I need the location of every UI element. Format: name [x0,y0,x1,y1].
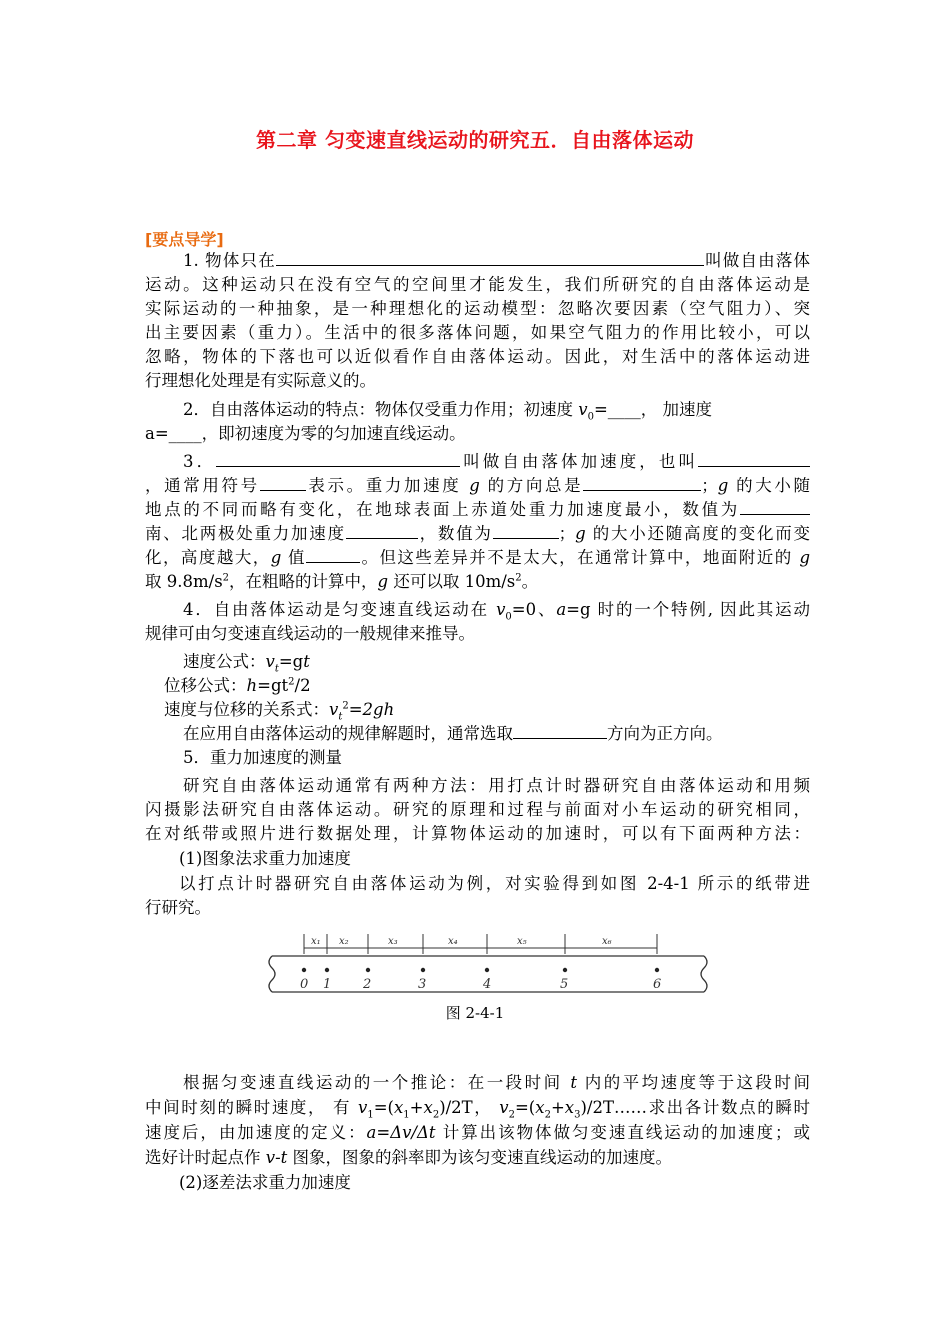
text: 。但这些差异并不是太大，在通常计算中，地面附近的 [360,548,800,567]
p1-line-5: 忽略，物体的下落也可以近似看作自由落体运动。因此，对生活中的落体运动进 [145,347,810,366]
text: )/2T……求出各计数点的瞬时 [580,1098,810,1117]
text: 的方向总是 [479,476,584,495]
segment-label-x5: x₅ [517,936,527,947]
fill-blank [583,474,701,491]
text: x [535,1098,545,1117]
fill-blank [513,722,607,739]
text: 1. 物体只在 [183,251,276,270]
text: ； [558,524,576,543]
text: ，数值为 [417,524,493,543]
dot-6 [655,968,659,972]
point-label-6: 6 [653,977,662,992]
subscript: t [338,711,343,723]
subscript: 0 [587,411,594,423]
p2-line-1 [145,398,810,422]
segment-label-x3: x₃ [388,936,398,947]
text: g [377,572,389,591]
p5-line-3: 在对纸带或照片进行数据处理，计算物体运动的加速时，可以有下面两种方法： [145,824,810,843]
text: g [799,548,811,567]
fill-blank [346,522,418,539]
p5-line-4: 以打点计时器研究自由落体运动为例，对实验得到如图 2-4-1 所示的纸带进 [179,874,810,893]
text: 取 9.8m/s [145,572,223,591]
dot-5 [563,968,567,972]
text: 还可以取 10m/s [388,572,516,591]
text: 选好计时起点作 [145,1148,266,1167]
subscript: 3 [574,1109,581,1121]
p3-line-4 [145,522,810,546]
text: g [575,524,586,543]
subscript: 1 [403,1109,410,1121]
text: 叫做自由落体 [703,251,810,270]
p3-line-1 [145,450,810,474]
text: )/2T， [439,1098,500,1117]
text: x [423,1098,433,1117]
text: 地点的不同而略有变化，在地球表面上赤道处重力加速度最小，数值为 [145,500,740,519]
point-labels [300,977,661,992]
p6-line-1 [145,1071,810,1095]
fill-blank [306,546,360,563]
text: ； [701,476,718,495]
text: a [556,600,567,619]
p3-line-2 [145,474,810,498]
subscript: 0 [505,611,512,623]
text: t [570,1073,577,1092]
text: 在应用自由落体运动的规律解题时，通常选取 [183,724,513,743]
text: v [496,600,506,619]
formula-velocity [145,650,810,674]
p3-line-3 [145,498,810,522]
text: 速度公式： [183,652,266,671]
segment-labels [311,936,612,947]
subscript: 2 [544,1109,551,1121]
text: ，在粗略的计算中， [229,572,378,591]
subscript: 2 [508,1109,515,1121]
text: 速度后，由加速度的定义： [145,1123,367,1142]
p3-line-5 [145,546,810,570]
fill-blank [493,522,559,539]
text: h [246,676,258,695]
dot-1 [325,968,329,972]
p5-heading: 5．重力加速度的测量 [183,748,342,767]
subscript: t [274,663,279,675]
method-2-heading: (2)逐差法求重力加速度 [179,1173,351,1192]
p5-line-5: 行研究。 [145,898,211,917]
text: =____， 加速度 [593,400,713,419]
text: =g 时的一个特例, 因此其运动 [566,600,810,619]
text: 内的平均速度等于这段时间 [576,1073,810,1092]
fill-blank [260,474,306,491]
dot-0 [302,968,306,972]
text: 的大小随 [728,476,811,495]
p1-line-4: 出主要因素（重力）。生活中的很多落体问题，如果空气阻力的作用比较小，可以 [145,323,810,342]
text: 2．自由落体运动的特点：物体仅受重力作用；初速度 [183,400,579,419]
p6-line-4 [145,1146,810,1170]
text: 位移公式： [164,676,247,695]
p1-line-3: 实际运动的一种抽象，是一种理想化的运动模型：忽略次要因素（空气阻力）、突 [145,299,810,318]
point-label-3: 3 [418,977,427,992]
p4-line-1 [145,598,810,622]
text: a=Δv/Δt [366,1123,436,1142]
fill-blank [698,450,810,467]
section-heading: [要点导学] [145,230,224,249]
text: x [564,1098,575,1117]
text: 值 [281,548,307,567]
dot-4 [485,968,489,972]
text: =gt [257,676,289,695]
subscript: 2 [432,1109,440,1121]
p6-line-2 [145,1096,810,1120]
fill-blank [276,249,704,266]
text: x [393,1098,404,1117]
superscript: 2 [342,700,349,712]
text: + [550,1098,565,1117]
text: 的大小还随高度的变化而变 [585,524,811,543]
point-label-5: 5 [560,977,569,992]
text: 图象，图象的斜率即为该匀变速直线运动的加速度。 [287,1148,673,1167]
text: 计算出该物体做匀变速直线运动的加速度；或 [435,1123,811,1142]
text: 方向为正方向。 [607,724,723,743]
superscript: 2 [515,572,522,584]
p4-line-last [145,722,810,746]
text: g [270,548,282,567]
text: v [499,1098,509,1117]
text: v [578,400,588,419]
text: v [329,700,339,719]
text: t [303,652,310,671]
text: 叫做自由落体加速度，也叫 [460,452,699,471]
text: =g [278,652,304,671]
text: /2 [294,676,311,695]
p5-line-2: 闪摄影法研究自由落体运动。研究的原理和过程与前面对小车运动的研究相同， [145,800,810,819]
dot-2 [366,968,370,972]
text: 化，高度越大， [145,548,271,567]
segment-label-x6: x₆ [602,936,612,947]
page-title: 第二章 匀变速直线运动的研究五．自由落体运动 [256,128,694,152]
text: =( [373,1098,394,1117]
p3-line-6 [145,570,810,594]
subscript: 1 [367,1109,374,1121]
formula-displacement [145,674,810,698]
text: =2gh [348,700,395,719]
p1-line-6: 行理想化处理是有实际意义的。 [145,371,376,390]
text: v [358,1098,368,1117]
point-label-2: 2 [363,977,372,992]
text: g [717,476,729,495]
superscript: 2 [288,676,295,688]
text: 中间时刻的瞬时速度， 有 [145,1098,359,1117]
figure-caption: 图 2-4-1 [445,1004,505,1022]
segment-label-x1: x₁ [311,936,321,947]
text: 速度与位移的关系式： [164,700,329,719]
text: v [265,652,275,671]
p5-line-1: 研究自由落体运动通常有两种方法：用打点计时器研究自由落体运动和用频 [183,776,810,795]
text: + [409,1098,424,1117]
text: 表示。重力加速度 [305,476,470,495]
text: ，通常用符号 [145,476,260,495]
p1-line-2: 运动。这种运动只在没有空气的空间里才能发生，我们所研究的自由落体运动是 [145,275,810,294]
p2-line-2: a=____，即初速度为零的匀加速直线运动。 [145,424,466,443]
point-label-1: 1 [323,977,332,992]
segment-label-x4: x₄ [448,936,458,947]
fill-blank [740,498,810,515]
text: 4．自由落体运动是匀变速直线运动在 [183,600,497,619]
text: 根据匀变速直线运动的一个推论：在一段时间 [183,1073,571,1092]
text: 3． [183,452,217,471]
text: 南、北两极处重力加速度 [145,524,346,543]
segment-label-x2: x₂ [339,936,349,947]
paper-tape-figure [268,930,712,996]
superscript: 2 [222,572,230,584]
dot-3 [421,968,425,972]
fill-blank [216,450,460,467]
p4-line-2: 规律可由匀变速直线运动的一般规律来推导。 [145,624,475,643]
point-label-4: 4 [483,977,492,992]
text: g [469,476,480,495]
p6-line-3 [145,1121,810,1145]
text: =0、 [511,600,557,619]
timing-dots [302,968,659,972]
method-1-heading: (1)图象法求重力加速度 [179,849,351,868]
text: v-t [265,1148,288,1167]
point-label-0: 0 [300,977,309,992]
p1-line-1 [145,249,810,273]
text: 。 [521,572,539,591]
text: =( [514,1098,536,1117]
formula-velocity-displacement [145,698,810,722]
